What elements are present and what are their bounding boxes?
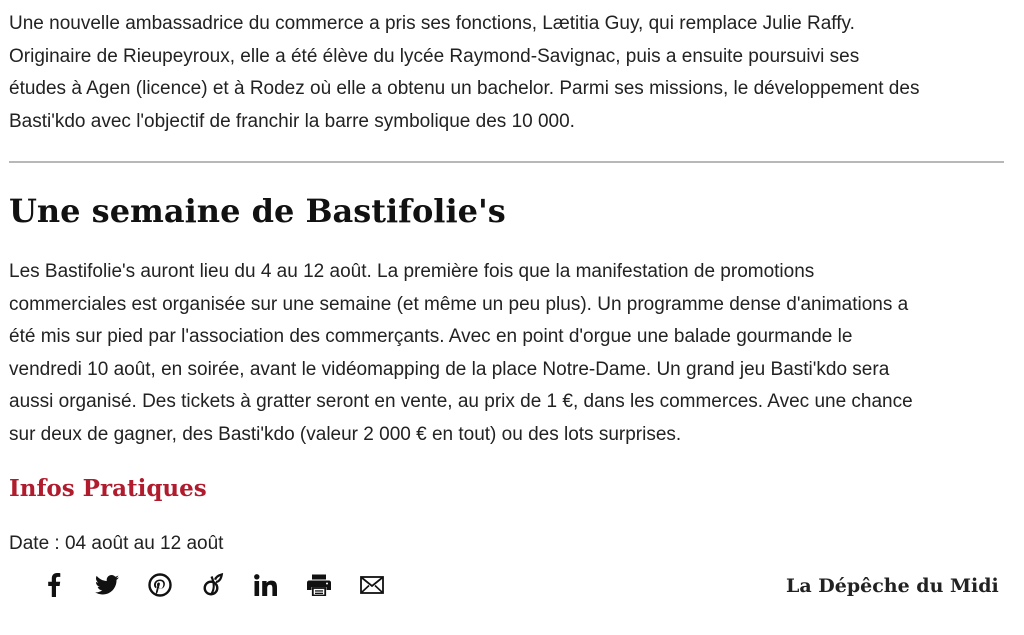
share-pinterest-button[interactable] xyxy=(144,569,176,601)
share-viadeo-button[interactable] xyxy=(197,569,229,601)
intro-paragraph xyxy=(9,8,1009,138)
section-line: été mis sur pied par l'association des commerçants. Avec en point d'orgue une balade gourmande le xyxy=(9,326,853,348)
publisher-brand[interactable]: La Dépêche du Midi xyxy=(786,575,999,597)
share-facebook-button[interactable] xyxy=(38,569,70,601)
print-icon xyxy=(307,574,331,596)
section-line: Les Bastifolie's auront lieu du 4 au 12 août. La première fois que la manifestation de promotions xyxy=(9,261,815,282)
section-line: aussi organisé. Des tickets à gratter seront en vente, au prix de 1 €, dans les commerces. Avec une chance xyxy=(9,391,913,413)
print-button[interactable] xyxy=(303,569,335,601)
email-icon xyxy=(360,576,384,594)
twitter-icon xyxy=(95,575,119,595)
section-line: sur deux de gagner, des Basti'kdo (valeur 2 000 € en tout) ou des lots surprises. xyxy=(9,423,682,445)
facebook-icon xyxy=(47,573,61,597)
intro-line: études à Agen (licence) et à Rodez où elle a obtenu un bachelor. Parmi ses missions, le développement des xyxy=(9,78,920,100)
section-line: vendredi 10 août, en soirée, avant le vidéomapping de la place Notre-Dame. Un grand jeu Basti'kdo sera xyxy=(9,358,890,380)
section-line: commerciales est organisée sur une semaine (et même un peu plus). Un programme dense d'animations a xyxy=(9,293,909,315)
intro-line: Originaire de Rieupeyroux, elle a été élève du lycée Raymond-Savignac, puis a ensuite poursuivi ses xyxy=(9,45,860,67)
event-date: Date : 04 août au 12 août xyxy=(9,533,224,554)
intro-line: Une nouvelle ambassadrice du commerce a pris ses fonctions, Lætitia Guy, qui remplace Julie Raffy. xyxy=(9,13,855,34)
pinterest-icon xyxy=(148,573,172,597)
viadeo-icon xyxy=(202,573,224,597)
share-email-button[interactable] xyxy=(356,569,388,601)
intro-line: Basti'kdo avec l'objectif de franchir la barre symbolique des 10 000. xyxy=(9,110,575,132)
infos-pratiques-title: Infos Pratiques xyxy=(9,475,207,502)
share-bar xyxy=(38,569,409,601)
share-linkedin-button[interactable] xyxy=(250,569,282,601)
section-title: Une semaine de Bastifolie's xyxy=(9,192,506,230)
section-divider xyxy=(9,161,1004,163)
section-paragraph xyxy=(9,256,1009,452)
linkedin-icon xyxy=(254,574,278,596)
share-twitter-button[interactable] xyxy=(91,569,123,601)
